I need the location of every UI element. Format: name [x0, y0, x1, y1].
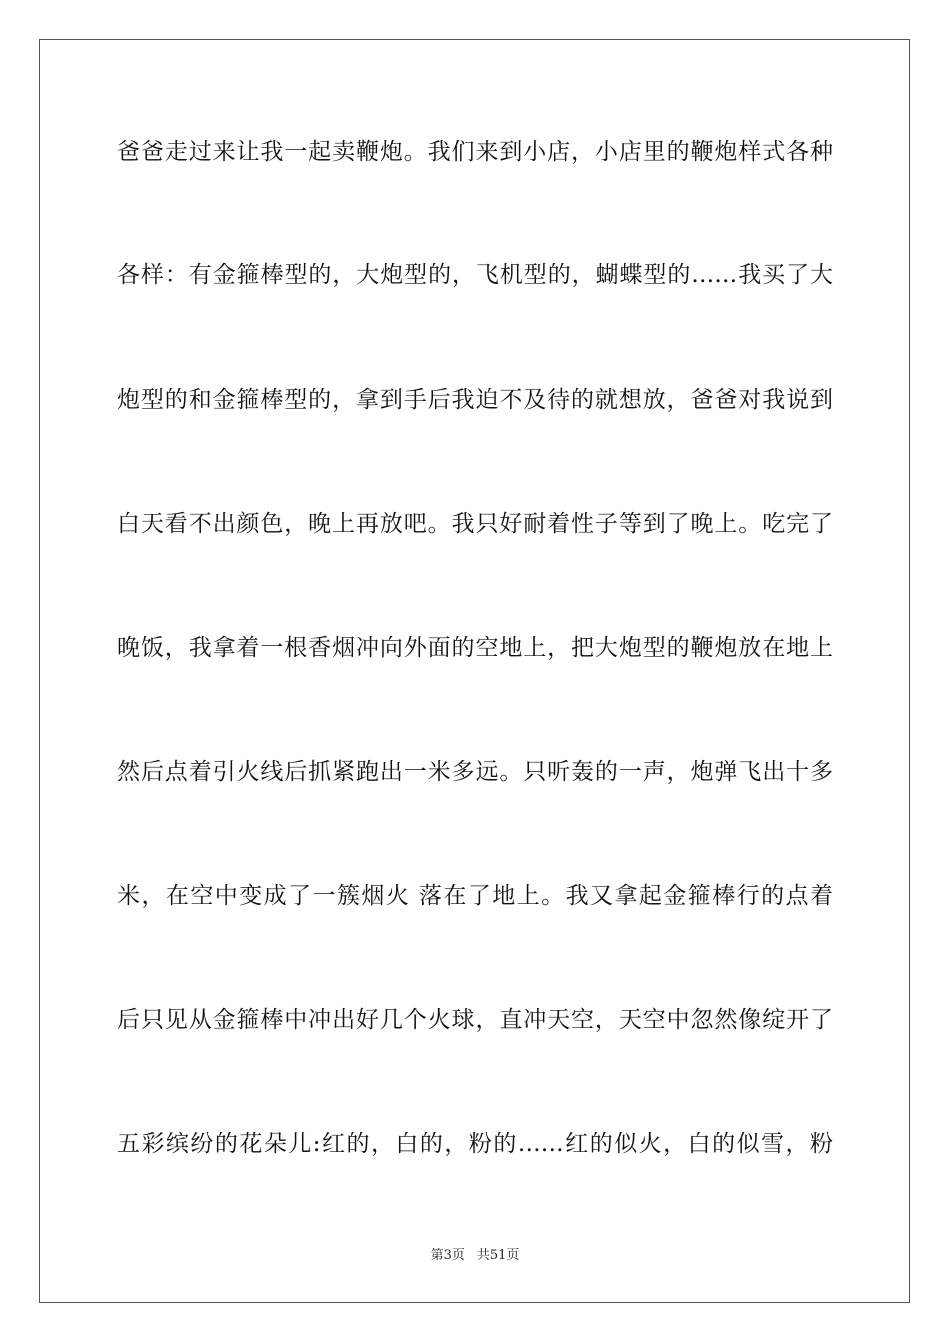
text-line: 爸爸走过来让我一起卖鞭炮。我们来到小店，小店里的鞭炮样式各种 — [117, 139, 833, 165]
text-line: 然后点着引火线后抓紧跑出一米多远。只听轰的一声，炮弹飞出十多 — [117, 759, 833, 785]
text-line: 各样：有金箍棒型的，大炮型的，飞机型的，蝴蝶型的……我买了大 — [117, 262, 833, 288]
text-line: 五彩缤纷的花朵儿:红的，白的，粉的……红的似火，白的似雪，粉 — [117, 1131, 833, 1157]
text-line: 炮型的和金箍棒型的，拿到手后我迫不及待的就想放，爸爸对我说到 — [117, 387, 833, 413]
page-border — [39, 39, 910, 1303]
page-number: 第3页 — [430, 1248, 465, 1263]
page-total: 共51页 — [476, 1248, 520, 1263]
text-line: 米，在空中变成了一簇烟火 落在了地上。我又拿起金箍棒行的点着 — [117, 883, 833, 909]
page-footer — [0, 1248, 950, 1264]
text-line: 晚饭，我拿着一根香烟冲向外面的空地上，把大炮型的鞭炮放在地上 — [117, 635, 833, 661]
text-line: 白天看不出颜色，晚上再放吧。我只好耐着性子等到了晚上。吃完了 — [117, 511, 833, 537]
text-line: 后只见从金箍棒中冲出好几个火球，直冲天空，天空中忽然像绽开了 — [117, 1007, 833, 1033]
